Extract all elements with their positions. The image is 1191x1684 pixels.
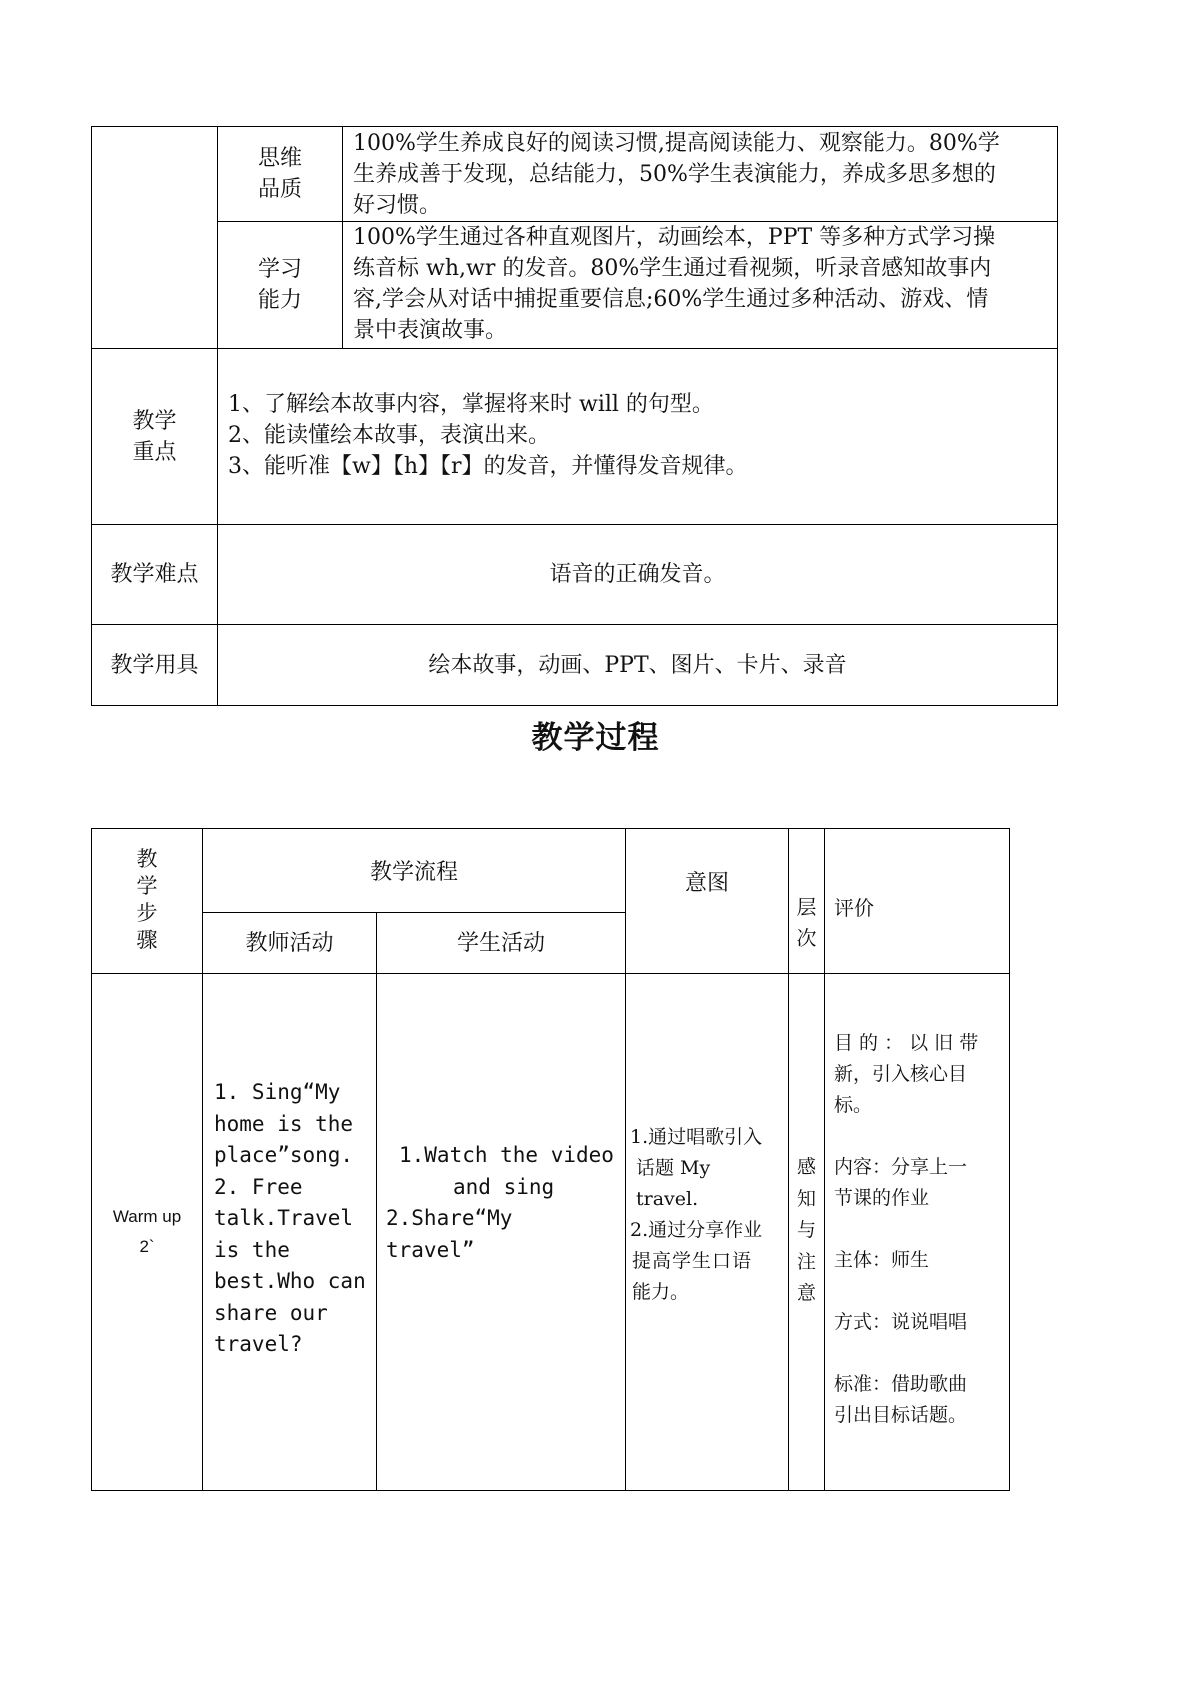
level-char: 意	[796, 1282, 816, 1304]
key-points-list	[228, 389, 1048, 482]
header-char: 学	[136, 874, 158, 898]
text-line: share our	[214, 1300, 328, 1325]
text-line: 标准：借助歌曲	[834, 1373, 968, 1395]
header-char: 教	[136, 847, 158, 871]
label-line: 教学	[132, 408, 177, 434]
learning-ability-content	[353, 222, 1053, 346]
level-char: 知	[796, 1187, 816, 1210]
header-intent: 意图	[684, 870, 729, 896]
table-border-top	[91, 828, 1010, 829]
header-char: 步	[136, 901, 158, 925]
section-title: 教学过程	[531, 720, 660, 756]
text-line: travel.	[636, 1188, 699, 1210]
table-border-right	[1009, 828, 1010, 1491]
level-char: 与	[796, 1219, 816, 1241]
level-char: 注	[796, 1250, 816, 1273]
text-line: place”song.	[214, 1143, 354, 1167]
content-line: 好习惯。	[353, 193, 442, 218]
text-line: talk.Travel	[214, 1206, 354, 1230]
list-item: 3、能听准【w】【h】【r】的发音，并懂得发音规律。	[228, 454, 748, 479]
text-line: 提高学生口语	[632, 1250, 753, 1272]
content-line: 生养成善于发现，总结能力，50%学生表演能力，养成多思多想的	[353, 162, 996, 187]
text-line: best.Who can	[214, 1269, 366, 1293]
sublabel-line: 思维	[257, 146, 302, 171]
sublabel-line: 学习	[257, 257, 302, 282]
header-char: 次	[796, 926, 817, 950]
text-line: travel?	[214, 1332, 303, 1356]
level-cell	[789, 1152, 824, 1310]
intent-cell	[630, 1122, 788, 1308]
text-line: and sing	[453, 1174, 555, 1199]
row-divider	[91, 348, 1058, 349]
key-points-label	[92, 349, 217, 524]
table-border-bottom	[91, 705, 1058, 706]
difficulty-content: 语音的正确发音。	[549, 562, 726, 587]
header-level	[789, 892, 824, 954]
spacer	[834, 1214, 1004, 1245]
content-line: 容,学会从对话中捕捉重要信息;60%学生通过多种活动、游戏、情	[353, 287, 989, 312]
text-line: 能力。	[632, 1281, 690, 1303]
header-student: 学生活动	[456, 930, 545, 956]
content-line: 100%学生养成良好的阅读习惯,提高阅读能力、观察能力。80%学	[353, 131, 1000, 156]
spacer	[834, 1338, 1004, 1369]
col-divider	[824, 828, 825, 1491]
text-line: 话题 My	[636, 1157, 711, 1179]
text-line: 新，引入核心目	[834, 1063, 968, 1085]
header-evaluation: 评价	[834, 896, 874, 920]
table-border-bottom	[91, 1490, 1010, 1491]
step-name: Warm up	[112, 1207, 182, 1226]
difficulty-label: 教学难点	[110, 562, 199, 587]
header-flow: 教学流程	[369, 859, 458, 885]
text-line: 1.通过唱歌引入	[630, 1126, 763, 1148]
text-line: 2.通过分享作业	[630, 1219, 763, 1241]
header-divider	[91, 973, 1010, 974]
list-item: 2、能读懂绘本故事，表演出来。	[228, 423, 550, 448]
text-line: 内容：分享上一	[834, 1156, 968, 1178]
header-teacher: 教师活动	[245, 930, 334, 956]
col-divider	[625, 828, 626, 1491]
step-cell	[92, 1202, 202, 1262]
text-line: 引出目标话题。	[834, 1404, 968, 1426]
text-line: 2.Share“My	[386, 1206, 513, 1230]
header-char: 骤	[136, 928, 158, 952]
thinking-quality-content	[353, 128, 1053, 221]
col-divider	[376, 912, 377, 1491]
header-char: 层	[796, 895, 817, 919]
tools-content: 绘本故事，动画、PPT、图片、卡片、录音	[428, 652, 847, 678]
content-line: 100%学生通过各种直观图片，动画绘本，PPT 等多种方式学习操	[353, 225, 996, 250]
text-line: 标。	[834, 1094, 873, 1116]
header-step	[92, 846, 202, 954]
text-line: 主体：师生	[834, 1249, 930, 1271]
table-border-right	[1057, 126, 1058, 706]
step-duration: 2`	[139, 1237, 155, 1256]
text-line: 1. Sing“My	[214, 1080, 341, 1104]
col-divider	[342, 126, 343, 348]
text-line: 方式：说说唱唱	[834, 1311, 968, 1333]
sublabel-line: 品质	[257, 177, 302, 202]
content-line: 练音标 wh,wr 的发音。80%学生通过看视频，听录音感知故事内	[353, 256, 992, 281]
level-char: 感	[796, 1156, 816, 1178]
text-line: home is the	[214, 1111, 354, 1136]
text-line: travel”	[386, 1237, 475, 1262]
teacher-activity	[214, 1077, 374, 1361]
sublabel-thinking-quality	[218, 127, 342, 221]
text-line: is the	[214, 1237, 290, 1262]
text-line: 目 的 ： 以 旧 带	[834, 1032, 979, 1054]
student-activity	[386, 1140, 622, 1266]
text-line: 节课的作业	[834, 1187, 930, 1209]
text-line: 1.Watch the video	[399, 1143, 614, 1167]
sublabel-line: 能力	[257, 288, 302, 313]
content-line: 景中表演故事。	[353, 318, 508, 343]
spacer	[834, 1276, 1004, 1307]
label-line: 重点	[132, 439, 177, 465]
spacer	[834, 1121, 1004, 1152]
evaluation-cell	[834, 1028, 1004, 1431]
text-line: 2. Free	[214, 1174, 303, 1199]
tools-label: 教学用具	[110, 652, 199, 678]
sublabel-learning-ability	[218, 222, 342, 348]
list-item: 1、了解绘本故事内容，掌握将来时 will 的句型。	[228, 392, 714, 417]
